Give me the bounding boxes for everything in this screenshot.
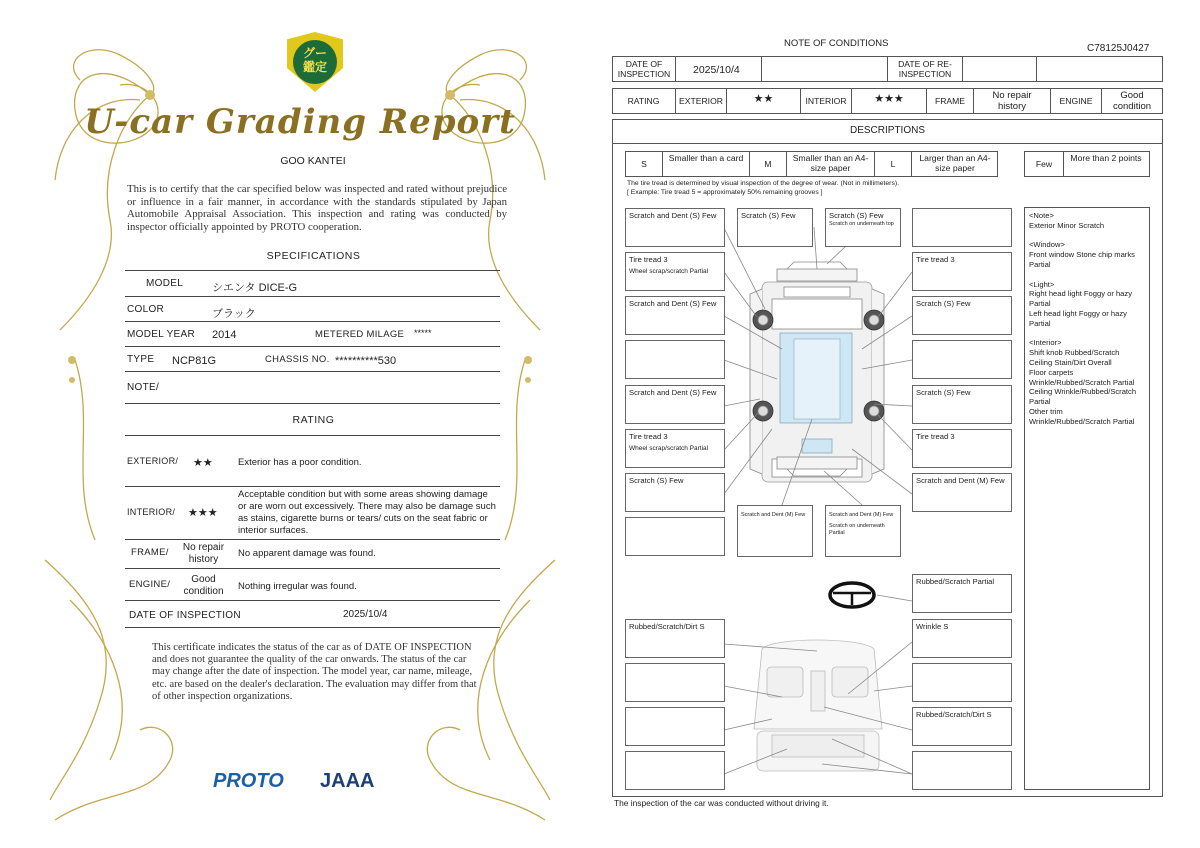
date-of-inspection-value: 2025/10/4 xyxy=(343,609,388,620)
notes-panel xyxy=(1024,207,1150,790)
date-inspection-value: 2025/10/4 xyxy=(693,64,740,76)
exterior-box-t2: Scratch (S) Few xyxy=(737,208,813,247)
engine-description: Nothing irregular was found. xyxy=(238,581,357,592)
exterior-box-l8 xyxy=(625,517,725,556)
interior-box-r1: Wrinkle S xyxy=(912,619,1012,658)
interior-label: INTERIOR xyxy=(805,96,847,106)
note-line: Other trim Wrinkle/Rubbed/Scratch Partial xyxy=(1029,406,1135,426)
exterior-box-r6: Tire tread 3 xyxy=(912,429,1012,468)
rating-label: RATING xyxy=(627,96,660,106)
exterior-box-t3: Scratch (S) Few Scratch on underneath top xyxy=(825,208,901,247)
metered-milage-value: ***** xyxy=(414,328,432,338)
metered-milage-label: METERED MILAGE xyxy=(315,329,405,340)
engine-label: ENGINE xyxy=(1059,96,1093,106)
engine-value: Good condition xyxy=(183,574,224,597)
rating-heading: RATING xyxy=(292,414,335,426)
note-line: Exterior Minor Scratch xyxy=(1029,220,1105,230)
interior-box-l4 xyxy=(625,751,725,790)
interior-box-l2 xyxy=(625,663,725,702)
note-line: Shift knob Rubbed/Scratch xyxy=(1029,348,1120,358)
exterior-box-l6: Tire tread 3 Wheel scrap/scratch Partial xyxy=(625,429,725,468)
exterior-stars: ★★ xyxy=(193,457,213,469)
interior-box-r2 xyxy=(912,663,1012,702)
exterior-box-b2: Scratch and Dent (M) Few xyxy=(737,505,813,557)
date-inspection-label: DATE OF INSPECTION xyxy=(617,59,671,79)
legend-s-desc: Smaller than a card xyxy=(668,153,744,163)
exterior-box-l5: Scratch and Dent (S) Few xyxy=(625,385,725,424)
exterior-box-l4 xyxy=(625,340,725,379)
proto-logo: PROTO xyxy=(213,770,284,792)
exterior-box-l1: Scratch and Dent (S) Few xyxy=(625,208,725,247)
exterior-box-r5: Scratch (S) Few xyxy=(912,385,1012,424)
exterior-box-l2: Tire tread 3 Wheel scrap/scratch Partial xyxy=(625,252,725,291)
exterior-stars: ★★ xyxy=(753,93,774,105)
sheet-title: NOTE OF CONDITIONS xyxy=(784,38,889,49)
frame-label: FRAME/ xyxy=(131,547,169,558)
type-label: TYPE xyxy=(127,354,155,365)
frame-label: FRAME xyxy=(934,96,966,106)
tire-note-1: The tire tread is determined by visual inspection of the degree of wear. (Not in millimeters). xyxy=(627,180,899,187)
jaaa-logo: JAAA xyxy=(320,770,375,792)
tire-note-2: [ Example: Tire tread 5 = approximately 50% remaining grooves ] xyxy=(627,189,823,196)
model-label: MODEL xyxy=(146,278,184,289)
note-line: <Note> xyxy=(1029,211,1054,220)
note-line: Right head light Foggy or hazy Partial xyxy=(1029,289,1132,309)
date-of-inspection-label: DATE OF INSPECTION xyxy=(129,610,241,621)
note-line: <Interior> xyxy=(1029,338,1062,348)
descriptions-heading: DESCRIPTIONS xyxy=(849,125,925,136)
interior-box-l1: Rubbed/Scratch/Dirt S xyxy=(625,619,725,658)
frame-value: No repair history xyxy=(182,542,225,565)
interior-description: Acceptable condition but with some areas showing damage or are worn out excessively. There may also be damage such as stains, cigarette burns or tears/ cuts on the seat fabric or interior surfaces. xyxy=(238,489,496,536)
note-line: Ceiling Wrinkle/Rubbed/Scratch Partial xyxy=(1029,387,1137,407)
report-title: U-car Grading Report xyxy=(84,102,516,142)
interior-stars: ★★★ xyxy=(874,93,904,105)
note-line: Left head light Foggy or hazy Partial xyxy=(1029,308,1127,328)
color-label: COLOR xyxy=(127,304,165,315)
engine-value: Good condition xyxy=(1112,90,1152,112)
note-line: Front window Stone chip marks Partial xyxy=(1029,250,1135,269)
note-label: NOTE/ xyxy=(127,382,160,393)
exterior-box-l7: Scratch (S) Few xyxy=(625,473,725,512)
specifications-heading: SPECIFICATIONS xyxy=(266,250,361,262)
interior-box-l3 xyxy=(625,707,725,746)
exterior-box-r4 xyxy=(912,340,1012,379)
certificate-footer: This certificate indicates the status of the car as of DATE OF INSPECTION and does not guarantee the quality of the car onwards. The status of the car may change after the date of inspection. The model year, car name, mileage, etc. are based on the dealer's declaration. The evaluation may differ from that of other inspection organizations. xyxy=(152,642,477,702)
frame-description: No apparent damage was found. xyxy=(238,548,376,559)
exterior-label: EXTERIOR/ xyxy=(127,456,179,466)
interior-stars: ★★★ xyxy=(188,507,218,519)
legend-few: Few xyxy=(1035,159,1053,169)
model-year-value: 2014 xyxy=(212,329,237,341)
note-line: Floor carpets Wrinkle/Rubbed/Scratch Partial xyxy=(1029,367,1135,387)
exterior-box-r1 xyxy=(912,208,1012,247)
legend-l-desc: Larger than an A4-size paper xyxy=(919,153,991,173)
model-year-label: MODEL YEAR xyxy=(127,329,196,340)
certificate-intro: This is to certify that the car specified below was inspected and rated without prejudice or influence in a fair manner, in accordance with the standards stipulated by Japan Automobile Appraisal Association. This inspection and rating was conducted by inspector officially appointed by PROTO cooperation. xyxy=(127,183,507,233)
exterior-box-r3: Scratch (S) Few xyxy=(912,296,1012,335)
legend-m-desc: Smaller than an A4-size paper xyxy=(792,153,869,173)
engine-label: ENGINE/ xyxy=(129,579,171,590)
exterior-box-l3: Scratch and Dent (S) Few xyxy=(625,296,725,335)
model-value: シエンタ DICE-G xyxy=(212,282,298,294)
interior-box-r3: Rubbed/Scratch/Dirt S xyxy=(912,707,1012,746)
report-subtitle: GOO KANTEI xyxy=(280,155,346,167)
interior-box-steering: Rubbed/Scratch Partial xyxy=(912,574,1012,613)
chassis-value: **********530 xyxy=(335,355,397,367)
date-reinspection-label: DATE OF RE-INSPECTION xyxy=(898,59,952,79)
note-line: Ceiling Stain/Dirt Overall xyxy=(1029,357,1112,367)
exterior-label: EXTERIOR xyxy=(679,96,723,106)
exterior-box-r7: Scratch and Dent (M) Few xyxy=(912,473,1012,512)
exterior-description: Exterior has a poor condition. xyxy=(238,457,362,468)
sheet-footer: The inspection of the car was conducted without driving it. xyxy=(614,798,829,808)
frame-value: No repair history xyxy=(992,90,1032,112)
type-value: NCP81G xyxy=(172,355,217,367)
exterior-box-b3: Scratch and Dent (M) Few Scratch on underneath Partial xyxy=(825,505,901,557)
sheet-code: C78125J0427 xyxy=(1087,43,1150,54)
legend-s: S xyxy=(641,159,647,169)
legend-m: M xyxy=(764,159,772,169)
note-line: <Window> xyxy=(1029,240,1065,250)
legend-few-desc: More than 2 points xyxy=(1070,153,1142,163)
note-line: <Light> xyxy=(1029,279,1055,289)
legend-l: L xyxy=(890,159,896,169)
color-value: ブラック xyxy=(212,308,256,320)
interior-box-r4 xyxy=(912,751,1012,790)
exterior-box-r2: Tire tread 3 xyxy=(912,252,1012,291)
goo-kantei-logo: グー 鑑定 xyxy=(287,32,343,92)
interior-label: INTERIOR/ xyxy=(127,507,176,517)
chassis-label: CHASSIS NO. xyxy=(265,354,330,365)
